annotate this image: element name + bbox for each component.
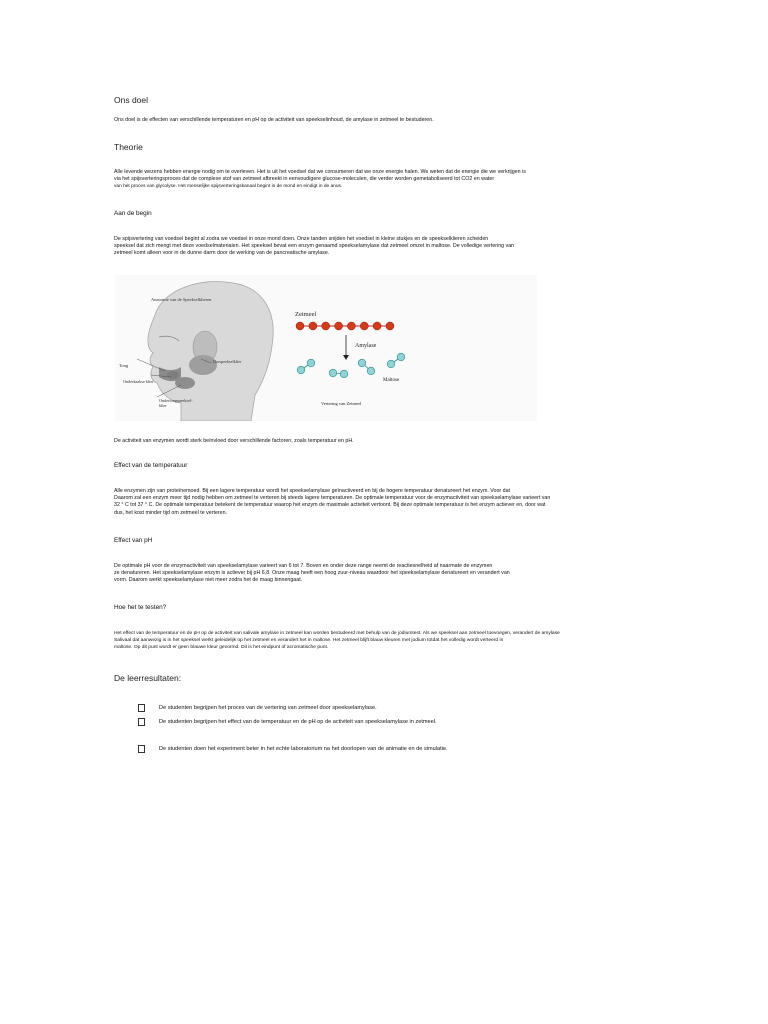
label-amylase: Amylase [355, 343, 377, 349]
maltose-bead [358, 359, 366, 367]
paragraph-line: zetmeel komt alleen voor in de dunne darm door de werking van de pancreatische amylase. [114, 250, 330, 257]
heading-testen: Hoe het te testen? [114, 604, 167, 611]
paragraph-line: 32 ° C tot 37 ° C. De optimale temperatuur betekent de temperatuur waarop het enzym de maximale activiteit vertoont. Bij deze optimale temperatuur is het enzym actiever en, door wat [114, 502, 546, 509]
paragraph-begin [114, 236, 644, 258]
list-item-label: De studenten begrijpen het proces van de vertering van zetmeel door speekselamylase. [159, 705, 377, 711]
paragraph-line: ze denatureren. Het speekselamylase enzym is actiever bij pH 6,8. Onze maag heeft een hoog zuur-niveau waardoor het speekselamylase denatureert en verandert van [114, 570, 510, 577]
figure-illustration [115, 275, 537, 421]
maltose-bead [367, 367, 375, 375]
paragraph-ph [114, 563, 654, 585]
paragraph-doel [114, 117, 654, 124]
starch-bead [335, 322, 343, 330]
submandibular-gland [175, 377, 195, 389]
maltose-bead [340, 370, 348, 378]
label-zetmeel: Zetmeel [295, 311, 317, 318]
starch-bead [386, 322, 394, 330]
paragraph-theorie [114, 169, 654, 191]
starch-bead [373, 322, 381, 330]
label-oor: Oorspeekselklier [213, 359, 242, 364]
paragraph-line: Ons doel is de effecten van verschillende temperaturen en pH op de activiteit van speekselinhoud, de amylase in zetmeel te bestuderen. [114, 117, 434, 123]
list-item-label: De studenten doen het experiment beter in het echte laboratorium na het doorlopen van de animatie en de simulatie. [159, 746, 448, 752]
starch-bead [360, 322, 368, 330]
starch-bead [296, 322, 304, 330]
heading-ph: Effect van pH [114, 537, 153, 544]
checkbox-icon [138, 745, 145, 753]
starch-bead [322, 322, 330, 330]
label-head-title: Anatomie van de Speekselklieren [151, 297, 212, 302]
paragraph-line: Salivaal dat aanwezig is in het speeksel werkt geleidelijk op het zetmeel en verandert het in maltose. Het zetmeel blijft blauw kleuren met jodium totdat het volledig wordt verteerd in [114, 638, 504, 644]
paragraph-line: De optimale pH voor de enzymactiviteit van speekselamylase varieert van 6 tot 7. Boven en onder deze range neemt de reactiesnelheid af naarmate de enzymen [114, 563, 493, 569]
maltose-bead [387, 360, 395, 368]
reaction-arrow-head [343, 355, 349, 360]
paragraph-line: De spijsvertering van voedsel begint al zodra we voedsel in onze mond doen. Onze tanden snijden het voedsel in kleine stukjes en de speekselklieren scheiden [114, 236, 489, 242]
paragraph-line: Daarom zal een enzym meer tijd nodig hebben om zetmeel te verteren bij steeds lagere temperaturen. De optimale temperatuur voor de enzymactiviteit van speekselamylase varieert van [114, 495, 551, 502]
heading-aan-de-begin: Aan de begin [114, 210, 152, 217]
label-onderkaak: Onderkaakse klier [123, 379, 154, 384]
paragraph-line: vorm. Daarom werkt speekselamylase niet meer zodra het de maag binnengaat. [114, 577, 303, 584]
heading-temperatuur: Effect van de temperatuur [114, 462, 188, 469]
paragraph-line: Het effect van de temperatuur en de pH op de activiteit van salivale amylase in zetmeel kan worden bestudeerd met behulp van de jodiumtest. Als we speeksel aan zetmeel toevoegen, verandert de amylase [114, 631, 560, 636]
label-ondertong-2: klier [159, 403, 167, 408]
paragraph-line: via het spijsverteringsproces dat de complexe stof van zetmeel afbreekt in eenvoudigere glucose-moleculen, die verder worden gemetaboliseerd tot CO2 en water [114, 176, 495, 183]
paragraph-line: Alle enzymen zijn van proteïnemoed. Bij een lagere temperatuur wordt het speekselamylase geïnactiveerd en bij de hogere temperatuur denatureert het enzym. Voor dat [114, 488, 511, 494]
heading-ons-doel: Ons doel [114, 95, 149, 105]
paragraph-line: De activiteit van enzymen wordt sterk beïnvloed door verschillende factoren, zoals temperatuur en pH. [114, 438, 354, 444]
label-ondertong-1: Ondertongspeeksel- [159, 398, 193, 403]
paragraph-line: dus, het kost minder tijd om zetmeel te verteren. [114, 509, 228, 516]
heading-leerresultaten: De leerresultaten: [114, 673, 182, 683]
paragraph-line: Alle levende wezens hebben energie nodig om te overleven. Het is uit het voedsel dat we consumeren dat we onze energie halen. We weten dat de energie die we verkrijgen is [114, 169, 526, 175]
salivary-gland-figure [115, 275, 537, 421]
maltose-bead [297, 366, 305, 374]
parotid-gland [189, 355, 217, 375]
label-tong: Tong [119, 363, 129, 368]
maltose-bead [397, 353, 405, 361]
paragraph-temperatuur [114, 488, 654, 517]
paragraph-line: maltose. Op dit punt wordt er geen blauwe kleur gevormd. Dit is het eindpunt of acromatische punt. [114, 645, 329, 651]
label-maltose: Maltose [383, 378, 400, 383]
figure-caption: Vertering van Zetmeel [321, 401, 362, 406]
maltose-bead [329, 369, 337, 377]
paragraph-line: speeksel dat zich mengt met deze voedselmaterialen. Het speeksel bevat een enzym genaamd speekselamylase dat zetmeel omzet in maltose. De volledige vertering van [114, 243, 515, 250]
sublingual-gland [167, 371, 179, 379]
list-item-label: De studenten begrijpen het effect van de temperatuur en de pH op de activiteit van speekselamylase in zetmeel. [159, 719, 437, 725]
paragraph-activiteit [114, 438, 654, 445]
heading-theorie: Theorie [114, 142, 143, 152]
maltose-bead [307, 359, 315, 367]
paragraph-line: van het proces van glycolyse. Het menselijke spijsverteringskanaal begint in de mond en eindigt in de anus. [114, 184, 343, 190]
maltose-pairs [297, 353, 405, 378]
checkbox-icon [138, 704, 145, 712]
paragraph-testen [114, 630, 654, 652]
starch-bead [347, 322, 355, 330]
starch-bead [309, 322, 317, 330]
checkbox-icon [138, 718, 145, 726]
